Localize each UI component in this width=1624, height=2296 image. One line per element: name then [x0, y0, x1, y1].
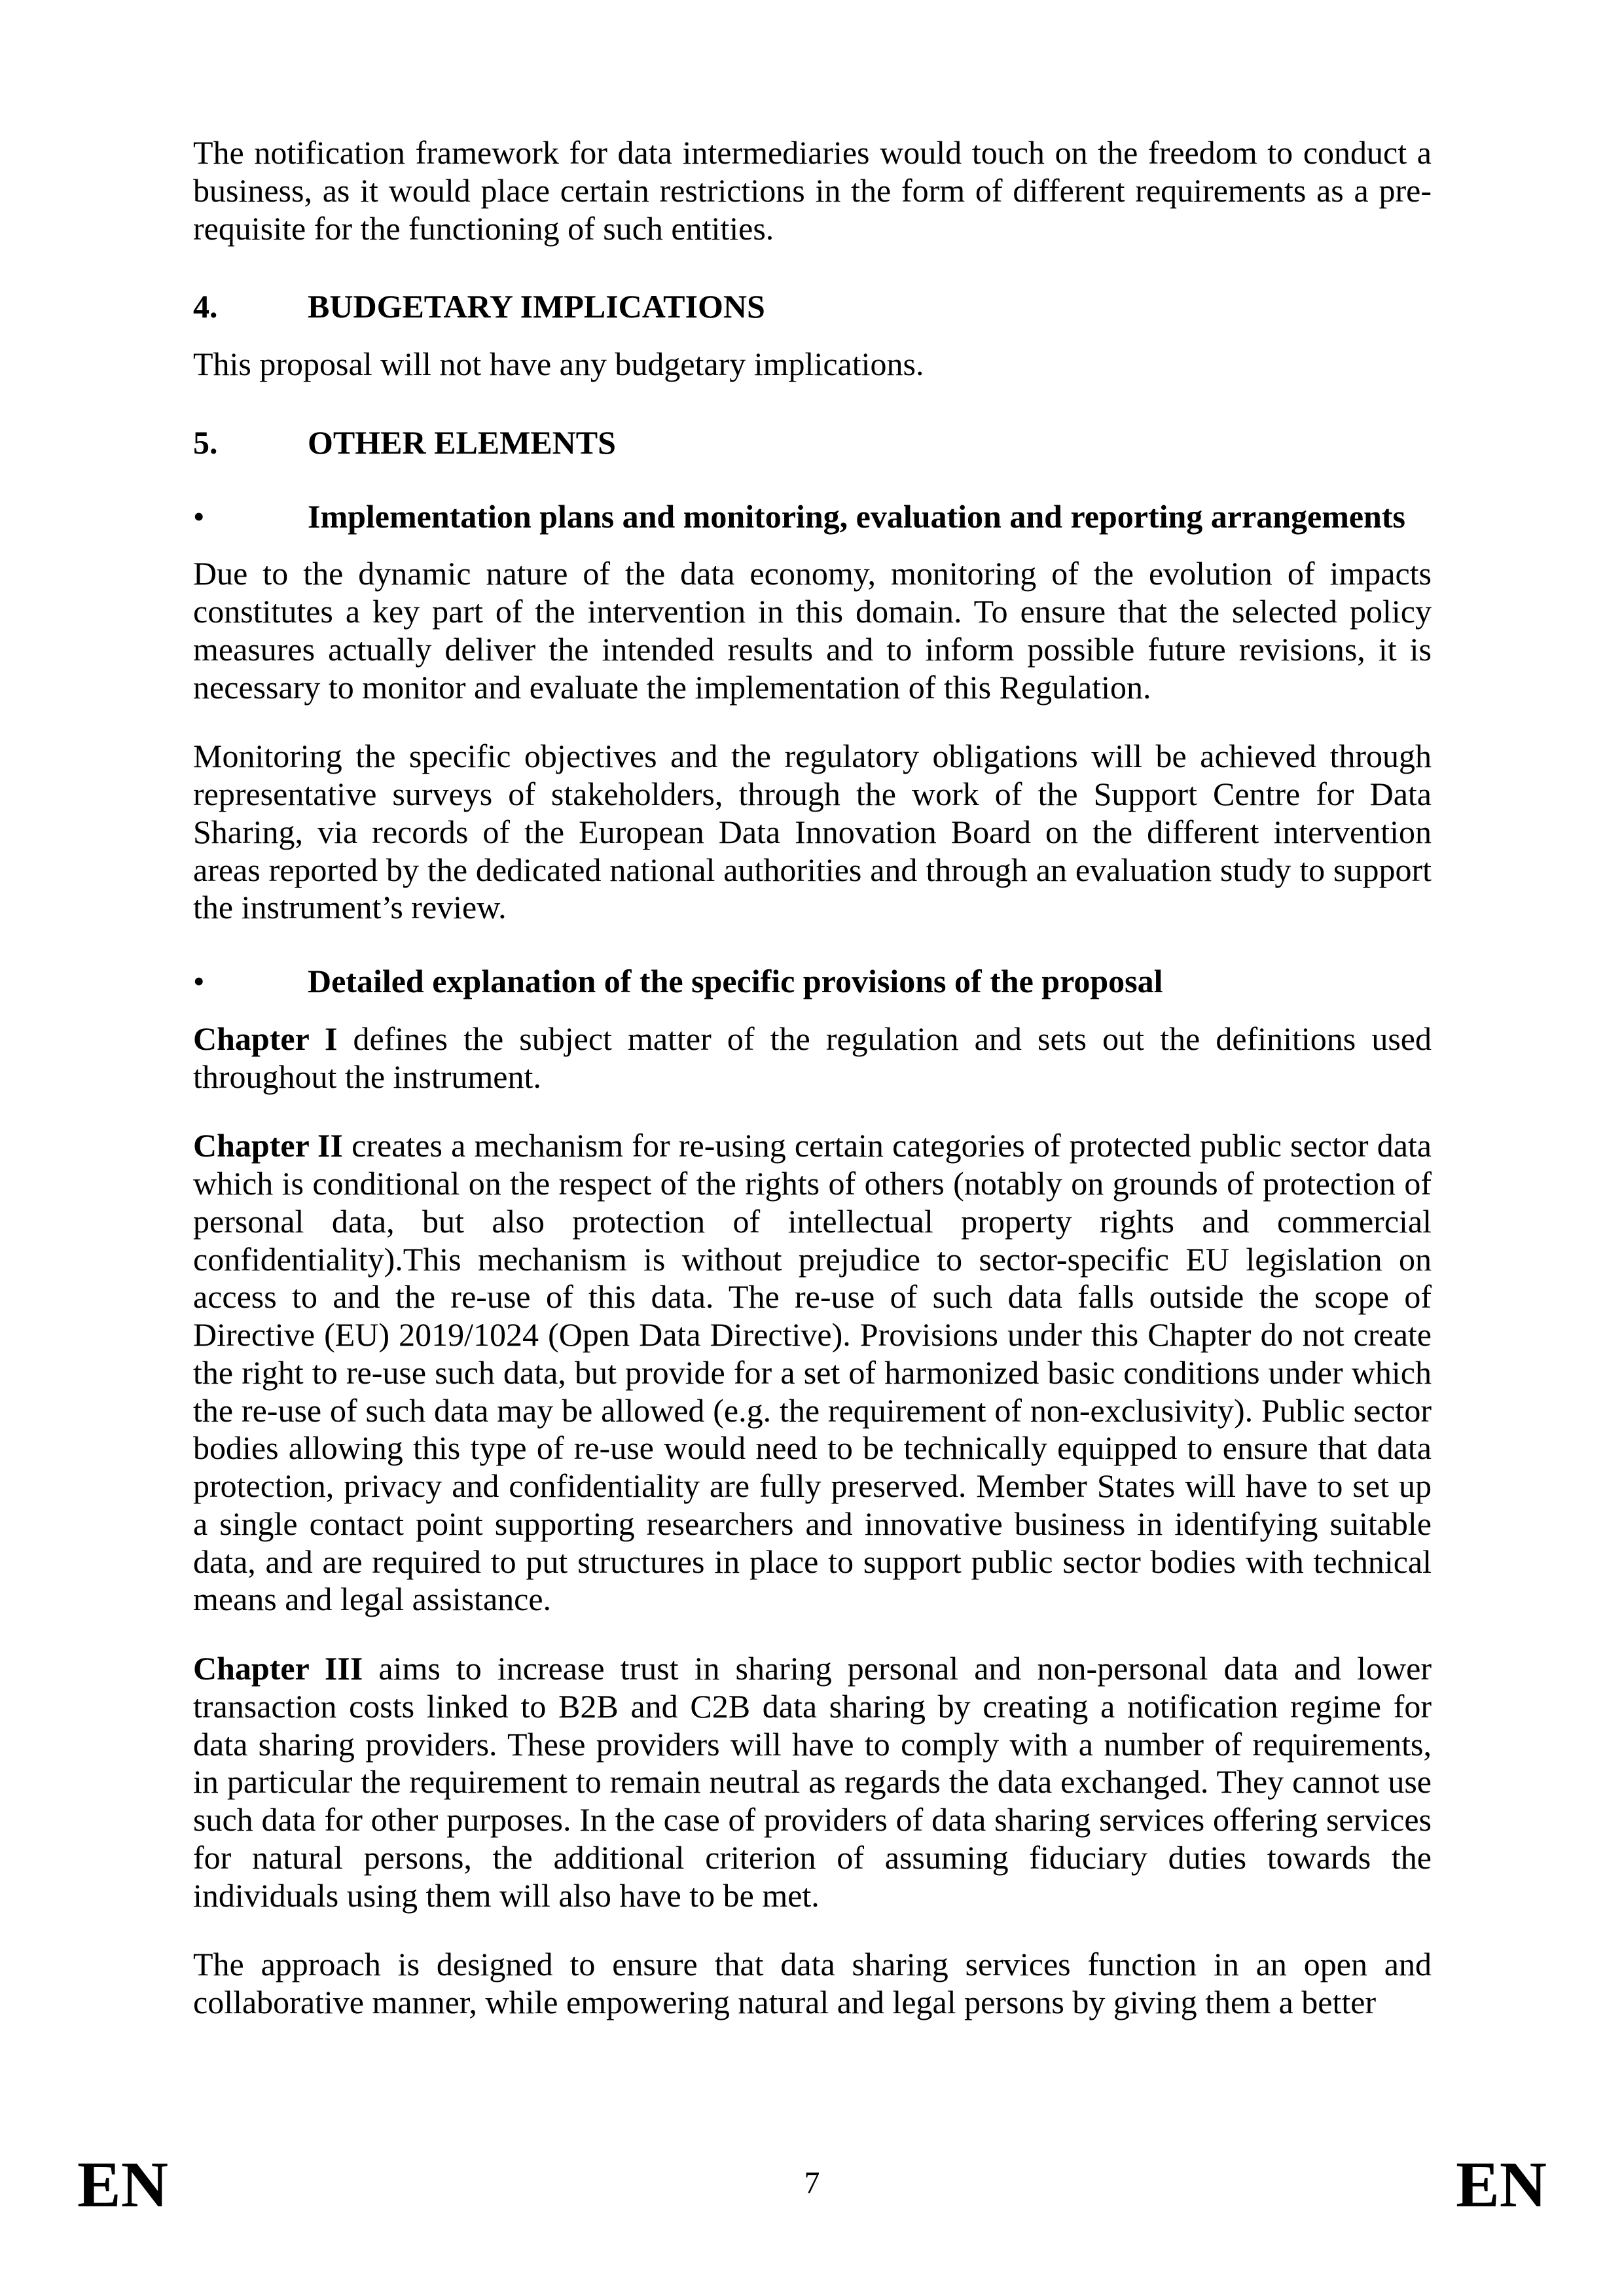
bullet-heading-title: Implementation plans and monitoring, evaluation and reporting arrangements — [308, 497, 1405, 535]
paragraph-closing: The approach is designed to ensure that data sharing services function in an open and collaborative manner, while empowering natural and legal persons by giving them a better — [193, 1946, 1432, 2020]
chapter-2-label: Chapter II — [193, 1127, 343, 1164]
paragraph-budget: This proposal will not have any budgetary implications. — [193, 346, 924, 382]
chapter-3-text: aims to increase trust in sharing personal and non-personal data and lower transaction costs linked to B2B and C2B data sharing by creating a notification regime for data sharing providers. These providers will have to comply with a number of requirements, in particular the requirement to remain neutral as regards the data exchanged. They cannot use such data for other purposes. In the case of providers of data sharing services offering services for natural persons, the additional criterion of assuming fiduciary duties towards the individuals using them will also have to be met. — [193, 1650, 1432, 1914]
heading-number: 5. — [193, 423, 218, 461]
paragraph-monitoring-2: Monitoring the specific objectives and the regulatory obligations will be achieved through representative surveys of stakeholders, through the work of the Support Centre for Data Sharing, via records of the European Data Innovation Board on the different intervention areas reported by the dedicated national authorities and through an evaluation study to support the instrument’s review. — [193, 738, 1432, 926]
bullet-icon: • — [193, 497, 205, 535]
paragraph-monitoring-1: Due to the dynamic nature of the data economy, monitoring of the evolution of impacts constitutes a key part of the intervention in this domain. To ensure that the selected policy measures actually deliver the intended results and to inform possible future revisions, it is necessary to monitor and evaluate the implementation of this Regulation. — [193, 555, 1432, 706]
chapter-1-label: Chapter I — [193, 1020, 338, 1057]
paragraph-chapter-1 — [193, 1020, 1432, 1096]
paragraph-chapter-2 — [193, 1127, 1432, 1619]
bullet-heading-title: Detailed explanation of the specific provisions of the proposal — [308, 963, 1163, 999]
footer-language-marking-right: EN — [1456, 2148, 1547, 2221]
heading-other-elements — [193, 424, 1432, 462]
footer-language-marking-left: EN — [77, 2148, 168, 2221]
heading-number: 4. — [193, 288, 218, 325]
bullet-heading-detailed-explanation — [193, 963, 1432, 1001]
page-number: 7 — [804, 2166, 820, 2200]
bullet-icon: • — [193, 963, 205, 999]
heading-title: BUDGETARY IMPLICATIONS — [308, 288, 765, 325]
heading-budgetary-implications — [193, 288, 1432, 326]
chapter-1-text: defines the subject matter of the regulation and sets out the definitions used throughout the instrument. — [193, 1020, 1432, 1095]
chapter-2-text: creates a mechanism for re-using certain categories of protected public sector data which is conditional on the respect of the rights of others (notably on grounds of protection of personal data, but also protection of intellectual property rights and commercial confidentiality).This mechanism is without prejudice to sector-specific EU legislation on access to and the re-use of this data. The re-use of such data falls outside the scope of Directive (EU) 2019/1024 (Open Data Directive). Provisions under this Chapter do not create the right to re-use such data, but provide for a set of harmonized basic conditions under which the re-use of such data may be allowed (e.g. the requirement of non-exclusivity). Public sector bodies allowing this type of re-use would need to be technically equipped to ensure that data protection, privacy and confidentiality are fully preserved. Member States will have to set up a single contact point supporting researchers and innovative business in identifying suitable data, and are required to put structures in place to support public sector bodies with technical means and legal assistance. — [193, 1127, 1432, 1618]
paragraph-chapter-3 — [193, 1650, 1432, 1914]
paragraph-intro: The notification framework for data intermediaries would touch on the freedom to conduct a business, as it would place certain restrictions in the form of different requirements as a pre-requisite for the functioning of such entities. — [193, 134, 1432, 247]
chapter-3-label: Chapter III — [193, 1650, 363, 1687]
heading-title: OTHER ELEMENTS — [308, 423, 616, 461]
document-content — [193, 134, 1432, 2053]
bullet-heading-implementation-plans — [193, 498, 1432, 536]
